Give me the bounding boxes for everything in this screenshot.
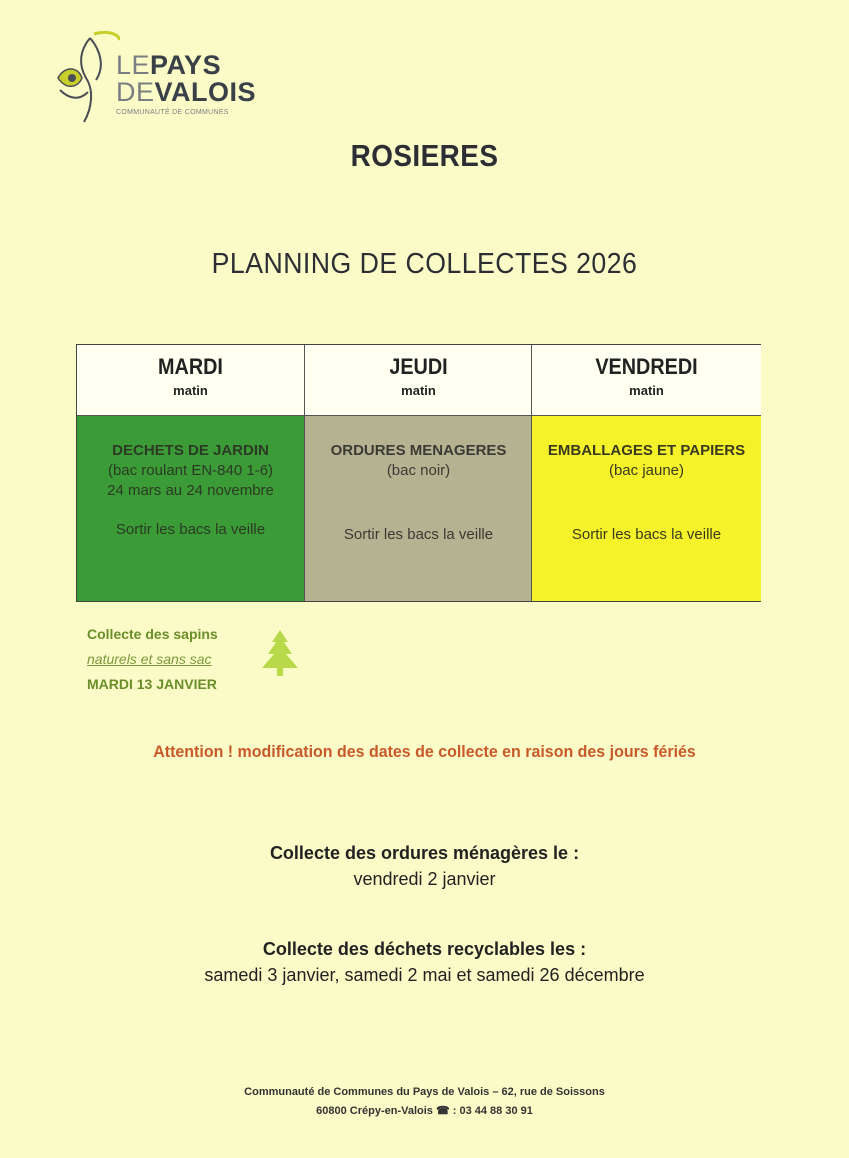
logo-subtitle: COMMUNAUTÉ DE COMMUNES <box>116 109 229 116</box>
logo <box>50 30 260 130</box>
christmas-tree-collection <box>87 622 218 697</box>
column-header <box>532 345 761 416</box>
collection-cell-garden <box>77 416 304 601</box>
sapins-subtitle: naturels et sans sac <box>87 651 212 667</box>
collection-title: ORDURES MENAGERES <box>330 442 507 459</box>
day-label: JEUDI <box>389 354 448 379</box>
logo-line-2: DEVALOIS <box>116 77 257 107</box>
time-label: matin <box>629 383 664 398</box>
commune-title: ROSIERES <box>350 138 499 173</box>
fir-tree-icon <box>258 628 302 678</box>
collection-bin: (bac jaune) <box>608 462 685 479</box>
sapins-title: Collecte des sapins <box>87 626 218 642</box>
household-dates: vendredi 2 janvier <box>353 869 496 889</box>
fleur-de-lis-icon <box>50 30 120 130</box>
collection-dates: 24 mars au 24 novembre <box>107 482 274 499</box>
footer-contact: 60800 Crépy-en-Valois ☎ : 03 44 88 30 91 <box>316 1105 533 1117</box>
collection-title: DECHETS DE JARDIN <box>112 442 269 459</box>
collection-title: EMBALLAGES ET PAPIERS <box>547 442 746 459</box>
sapins-date: MARDI 13 JANVIER <box>87 676 217 692</box>
attention-notice: Attention ! modification des dates de collecte en raison des jours fériés <box>153 742 696 761</box>
collection-note: Sortir les bacs la veille <box>115 521 266 538</box>
recyclables-dates: samedi 3 janvier, samedi 2 mai et samedi 26 décembre <box>204 965 645 985</box>
schedule-table <box>76 344 761 602</box>
household-heading: Collecte des ordures ménagères le : <box>269 843 580 863</box>
planning-title: PLANNING DE COLLECTES 2026 <box>211 248 638 280</box>
footer <box>0 1083 849 1121</box>
schedule-column-friday <box>531 345 761 601</box>
day-label: MARDI <box>158 354 223 379</box>
column-header <box>305 345 532 416</box>
time-label: matin <box>401 383 436 398</box>
column-header <box>77 345 304 416</box>
household-waste-info <box>0 843 849 890</box>
time-label: matin <box>173 383 208 398</box>
collection-bin: (bac roulant EN-840 1-6) <box>107 462 274 479</box>
collection-bin: (bac noir) <box>386 462 451 479</box>
recyclables-info <box>0 939 849 986</box>
day-label: VENDREDI <box>595 354 698 379</box>
collection-cell-household <box>305 416 532 601</box>
collection-cell-packaging <box>532 416 761 601</box>
collection-note: Sortir les bacs la veille <box>571 526 722 543</box>
logo-line-1: LEPAYS <box>116 50 222 80</box>
collection-note: Sortir les bacs la veille <box>343 526 494 543</box>
footer-address: Communauté de Communes du Pays de Valois – 62, rue de Soissons <box>244 1086 605 1098</box>
schedule-column-tuesday <box>77 345 304 601</box>
recyclables-heading: Collecte des déchets recyclables les : <box>262 939 587 959</box>
schedule-column-thursday <box>304 345 532 601</box>
